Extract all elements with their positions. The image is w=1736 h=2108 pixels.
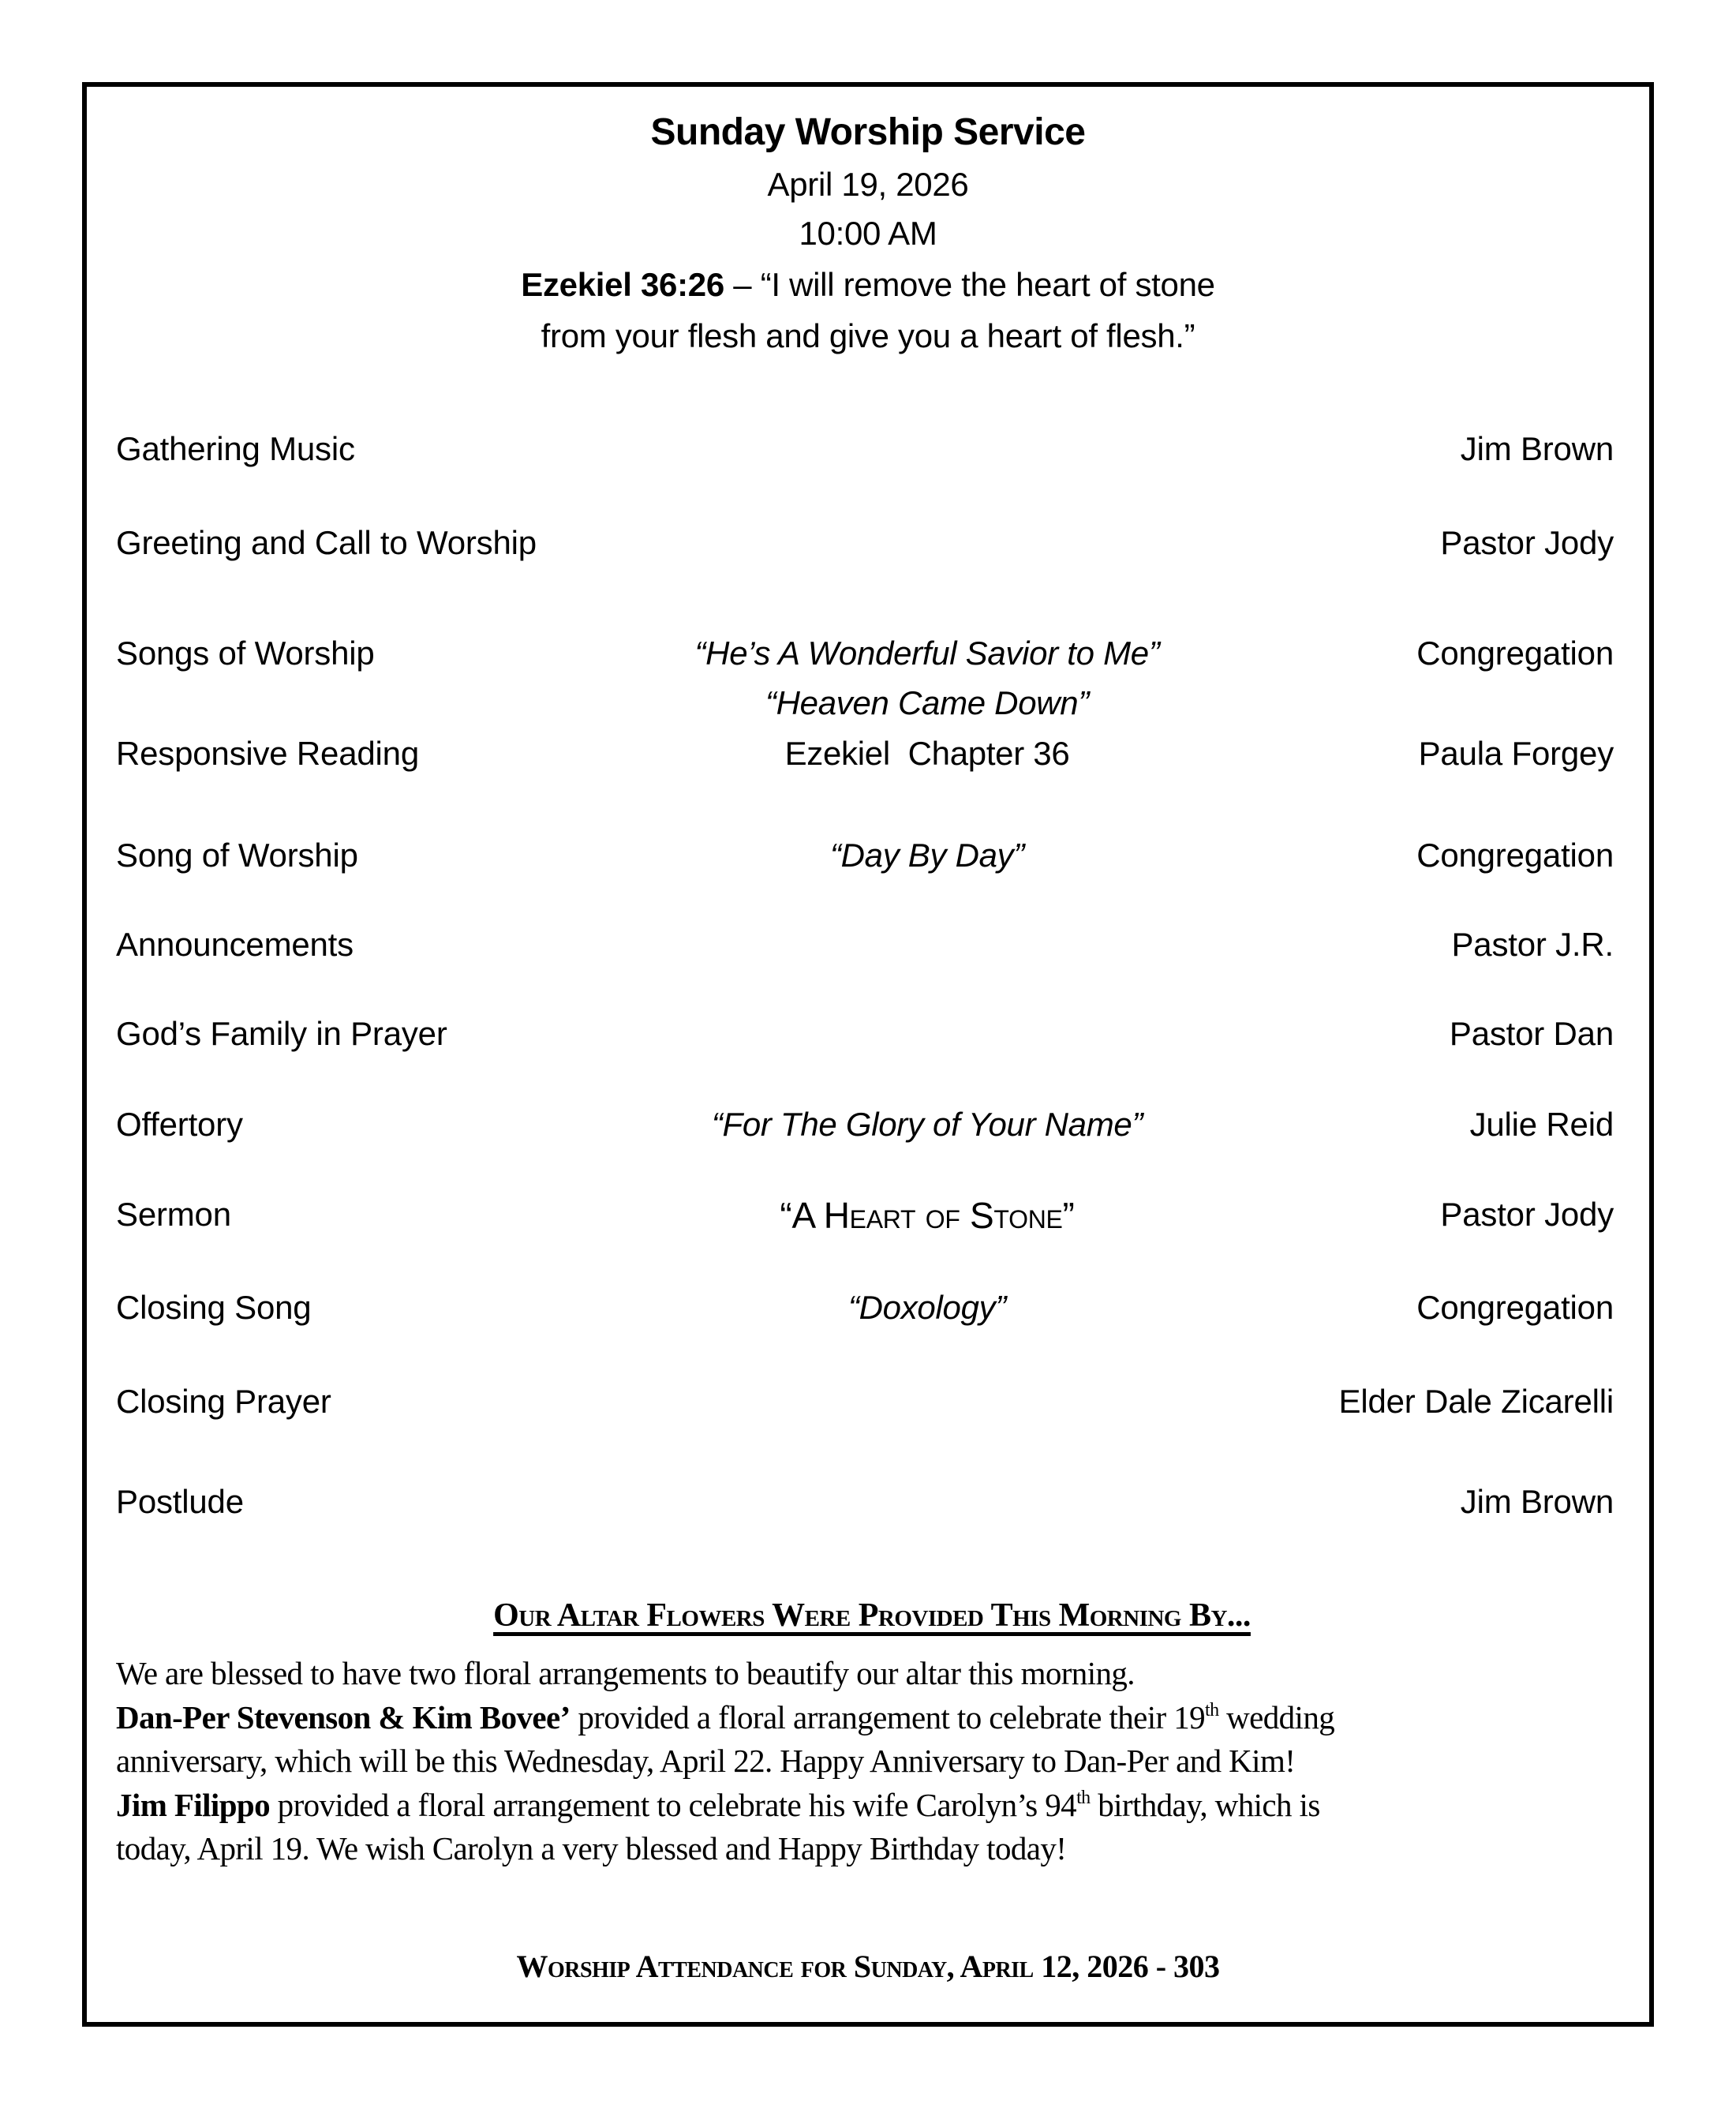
service-leader: Pastor Dan	[1449, 1015, 1614, 1052]
scripture-verse-line-1	[0, 266, 1736, 304]
verse-text-1: “I will remove the heart of stone	[760, 266, 1215, 303]
service-item: Offertory	[116, 1106, 243, 1143]
service-date: April 19, 2026	[767, 166, 969, 203]
service-leader: Congregation	[1416, 837, 1614, 874]
page-title: Sunday Worship Service	[650, 111, 1086, 153]
paragraph-line: We are blessed to have two floral arrangements to beautify our altar this morning.	[116, 1655, 1135, 1691]
altar-flowers-heading: Our Altar Flowers Were Provided This Morning By...	[493, 1597, 1251, 1634]
paragraph-line	[116, 1696, 1639, 1740]
service-item: Songs of Worship	[116, 635, 375, 672]
service-item: Announcements	[116, 926, 354, 963]
service-item: Closing Song	[116, 1289, 312, 1326]
donor-name: Jim Filippo	[116, 1786, 271, 1823]
service-leader: Pastor Jody	[1440, 1196, 1614, 1233]
service-item: Song of Worship	[116, 837, 358, 874]
paragraph-text: provided a floral arrangement to celebrate his wife Carolyn’s 94	[270, 1786, 1077, 1823]
service-item: Postlude	[116, 1483, 244, 1520]
service-leader: Jim Brown	[1460, 1483, 1614, 1520]
ordinal-suffix: th	[1076, 1787, 1091, 1808]
ordinal-suffix: th	[1205, 1699, 1219, 1720]
sermon-title: “A Heart of Stone”	[780, 1195, 1075, 1236]
service-item: Closing Prayer	[116, 1383, 331, 1420]
paragraph-text: provided a floral arrangement to celebrate their 19	[570, 1698, 1206, 1735]
service-detail-2: “Heaven Came Down”	[765, 684, 1090, 721]
scripture-verse-line-2: from your flesh and give you a heart of flesh.”	[541, 317, 1195, 354]
service-leader: Paula Forgey	[1418, 735, 1614, 772]
service-detail: “Doxology”	[847, 1289, 1007, 1326]
scripture-reference: Ezekiel 36:26	[521, 266, 724, 303]
paragraph-text: wedding	[1218, 1698, 1335, 1735]
paragraph-line: today, April 19. We wish Carolyn a very blessed and Happy Birthday today!	[116, 1830, 1067, 1866]
service-leader: Jim Brown	[1460, 430, 1614, 467]
worship-attendance: Worship Attendance for Sunday, April 12, 2026 - 303	[516, 1949, 1220, 1984]
service-leader: Congregation	[1416, 635, 1614, 672]
paragraph-line	[116, 1784, 1639, 1828]
service-leader: Congregation	[1416, 1289, 1614, 1326]
donor-name: Dan-Per Stevenson & Kim Bovee’	[116, 1698, 571, 1735]
service-item: Responsive Reading	[116, 735, 419, 772]
service-item: Gathering Music	[116, 430, 355, 467]
service-leader: Pastor Jody	[1440, 524, 1614, 561]
service-leader: Elder Dale Zicarelli	[1338, 1383, 1614, 1420]
paragraph-line: anniversary, which will be this Wednesday, April 22. Happy Anniversary to Dan-Per and Kim!	[116, 1743, 1296, 1779]
service-item: God’s Family in Prayer	[116, 1015, 447, 1052]
altar-flowers-paragraph	[116, 1652, 1639, 1871]
service-leader: Julie Reid	[1469, 1106, 1614, 1143]
service-detail: “For The Glory of Your Name”	[711, 1106, 1143, 1143]
service-detail: “He’s A Wonderful Savior to Me”	[694, 635, 1160, 672]
service-item: Greeting and Call to Worship	[116, 524, 537, 561]
verse-dash: –	[724, 266, 761, 303]
service-detail: “Day By Day”	[829, 837, 1025, 874]
service-leader: Pastor J.R.	[1451, 926, 1614, 963]
service-time: 10:00 AM	[799, 215, 937, 252]
paragraph-text: birthday, which is	[1090, 1786, 1320, 1823]
service-detail: Ezekiel Chapter 36	[784, 735, 1070, 772]
service-item: Sermon	[116, 1196, 231, 1233]
